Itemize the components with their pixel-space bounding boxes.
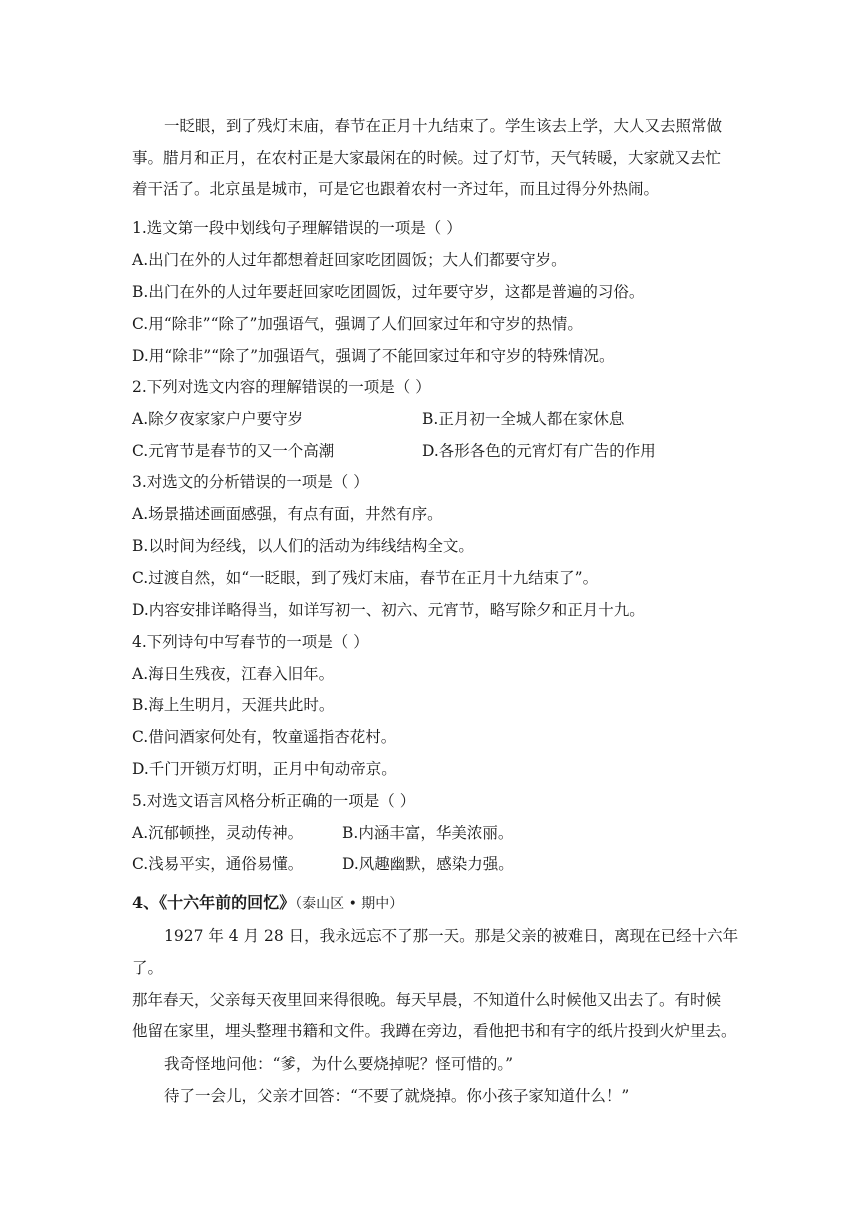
question-1-stem: 1.选文第一段中划线句子理解错误的一项是（ ）: [132, 219, 462, 237]
question-2-option-a: A.除夕夜家家户户要守岁: [132, 410, 304, 428]
question-2-stem: 2.下列对选文内容的理解错误的一项是（ ）: [132, 378, 431, 396]
passage1-line-2: 事。腊月和正月，在农村正是大家最闲在的时候。过了灯节，天气转暖，大家就又去忙: [132, 149, 722, 167]
question-1-option-a: A.出门在外的人过年都想着赶回家吃团圆饭；大人们都要守岁。: [132, 251, 567, 269]
question-5-option-b: B.内涵丰富，华美浓丽。: [342, 824, 514, 842]
question-3-option-d: D.内容安排详略得当，如详写初一、初六、元宵节，略写除夕和正月十九。: [132, 601, 645, 619]
question-3-option-c: C.过渡自然，如“一眨眼，到了残灯末庙，春节在正月十九结束了”。: [132, 569, 599, 587]
passage2-line-4: 他留在家里，埋头整理书籍和文件。我蹲在旁边，看他把书和有字的纸片投到火炉里去。: [132, 1022, 737, 1040]
question-5-option-a: A.沉郁顿挫，灵动传神。: [132, 824, 304, 842]
question-5-option-c: C.浅易平实，通俗易懂。: [132, 855, 304, 873]
section-source: （泰山区 • 期中）: [295, 896, 404, 912]
passage1-line-1: 一眨眼，到了残灯末庙，春节在正月十九结束了。学生该去上学，大人又去照常做: [164, 117, 723, 135]
question-1-option-c: C.用“除非”“除了”加强语气，强调了人们回家过年和守岁的热情。: [132, 315, 583, 333]
question-4-stem: 4.下列诗句中写春节的一项是（ ）: [132, 633, 369, 651]
question-4-option-d: D.千门开锁万灯明，正月中旬动帝京。: [132, 760, 397, 778]
question-2-option-b: B.正月初一全城人都在家休息: [422, 410, 625, 428]
question-3-option-b: B.以时间为经线，以人们的活动为纬线结构全文。: [132, 537, 474, 555]
question-2-option-d: D.各形各色的元宵灯有广告的作用: [422, 442, 656, 460]
section-heading: [132, 893, 403, 914]
passage1-line-3: 着干活了。北京虽是城市，可是它也跟着农村一齐过年，而且过得分外热闹。: [132, 180, 660, 198]
question-4-option-b: B.海上生明月，天涯共此时。: [132, 696, 335, 714]
passage2-line-1: 1927 年 4 月 28 日，我永远忘不了那一天。那是父亲的被难日，离现在已经十六年: [164, 927, 739, 945]
question-1-option-b: B.出门在外的人过年要赶回家吃团圆饭，过年要守岁，这都是普遍的习俗。: [132, 283, 645, 301]
passage2-line-5: 我奇怪地问他：“爹，为什么要烧掉呢？怪可惜的。”: [164, 1055, 514, 1073]
passage2-line-2: 了。: [132, 959, 164, 977]
passage2-line-3: 那年春天，父亲每天夜里回来得很晚。每天早晨，不知道什么时候他又出去了。有时候: [132, 991, 722, 1009]
question-2-option-c: C.元宵节是春节的又一个高潮: [132, 442, 335, 460]
question-4-option-a: A.海日生残夜，江春入旧年。: [132, 665, 335, 683]
question-4-option-c: C.借问酒家何处有，牧童遥指杏花村。: [132, 728, 397, 746]
section-title: 4、《十六年前的回忆》: [132, 893, 296, 912]
question-5-option-d: D.风趣幽默，感染力强。: [342, 855, 514, 873]
question-3-stem: 3.对选文的分析错误的一项是（ ）: [132, 473, 369, 491]
passage2-line-6: 待了一会儿，父亲才回答：“不要了就烧掉。你小孩子家知道什么！”: [164, 1087, 630, 1105]
question-5-stem: 5.对选文语言风格分析正确的一项是（ ）: [132, 792, 416, 810]
question-3-option-a: A.场景描述画面感强，有点有面，井然有序。: [132, 505, 443, 523]
question-1-option-d: D.用“除非”“除了”加强语气，强调了不能回家过年和守岁的特殊情况。: [132, 347, 615, 365]
